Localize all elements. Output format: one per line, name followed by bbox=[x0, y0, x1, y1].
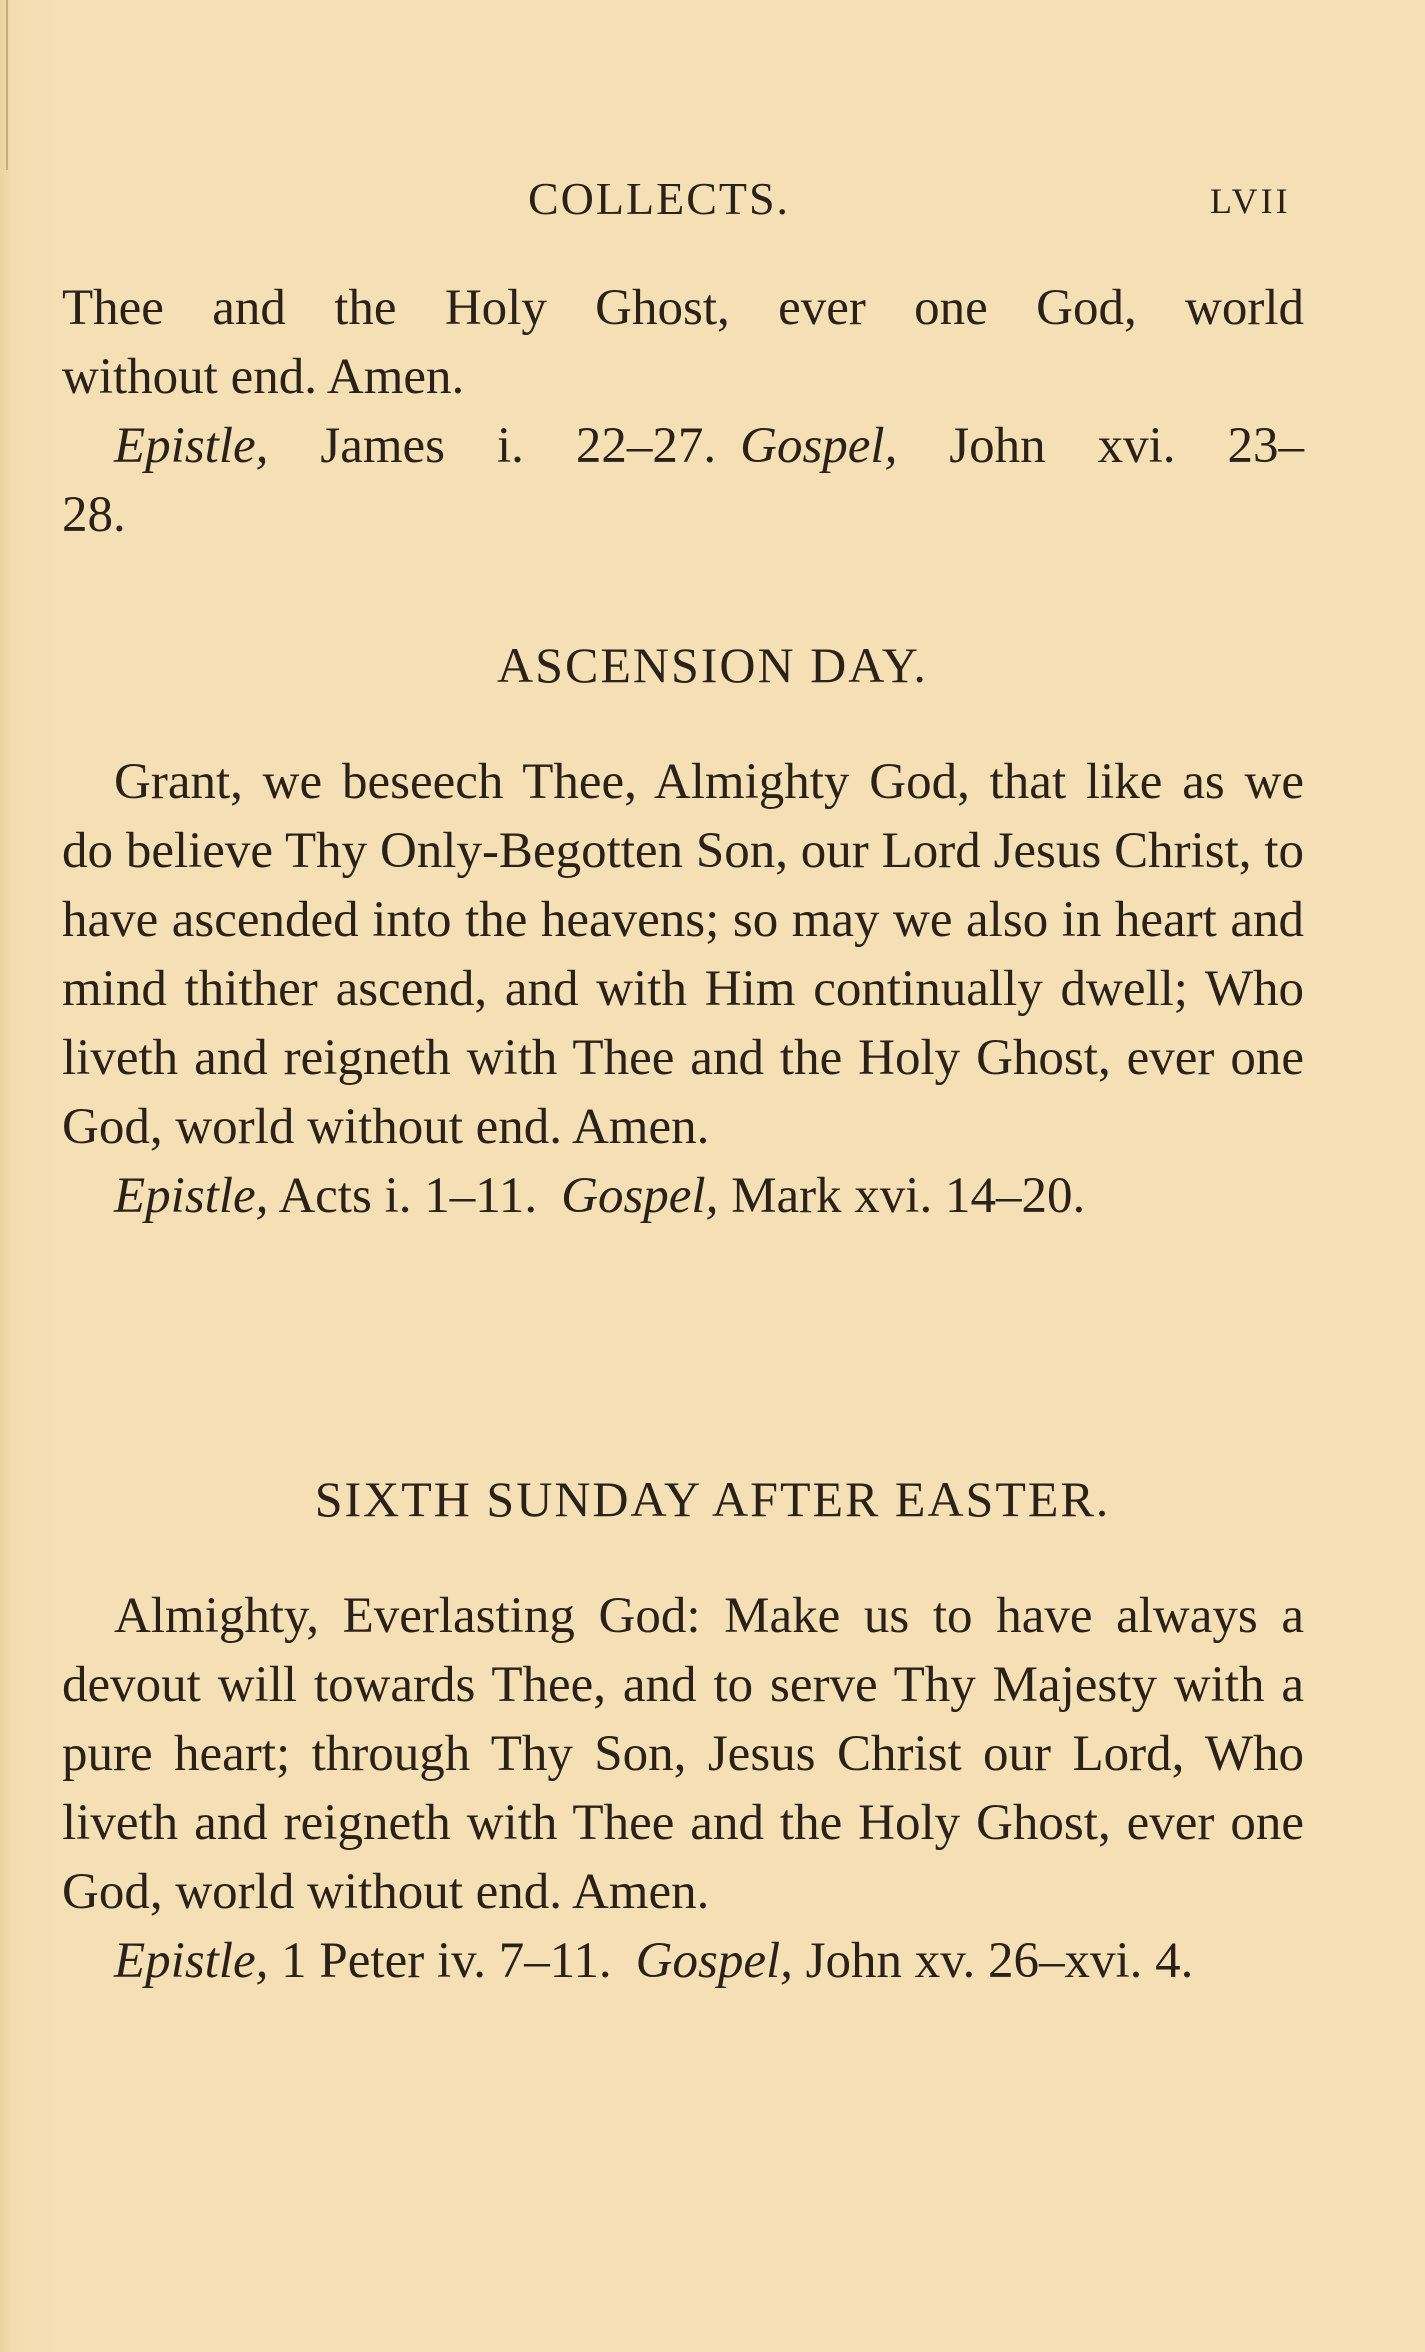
running-head bbox=[0, 172, 1425, 232]
collect-continuation-line: Thee and the Holy Ghost, ever one God, world bbox=[62, 280, 1304, 336]
epistle-reference: 1 Peter iv. 7–11. bbox=[268, 1933, 612, 1989]
epistle-label: Epistle, bbox=[114, 418, 269, 474]
gospel-reference: Mark xvi. 14–20. bbox=[718, 1168, 1086, 1224]
lesson-references bbox=[62, 1162, 1304, 1231]
running-title: COLLECTS. bbox=[528, 173, 791, 224]
collect-text: Almighty, Everlasting God: Make us to have always a devout will towards Thee, and to serve Thy Majesty with a pure heart; through Thy Son, Jesus Christ our Lord, Who liveth and reigneth with Thee and the Holy Ghost, ever one God, world without end. Amen. bbox=[62, 1588, 1304, 1920]
epistle-label: Epistle, bbox=[114, 1933, 269, 1989]
page-number: LVII bbox=[1210, 181, 1291, 221]
section-sixth-sunday bbox=[62, 1582, 1304, 1996]
gospel-reference: John xv. 26–xvi. 4. bbox=[792, 1933, 1194, 1989]
epistle-label: Epistle, bbox=[114, 1168, 269, 1224]
lesson-references bbox=[62, 412, 1304, 481]
section-ascension bbox=[62, 748, 1304, 1231]
collect-continuation-line: without end. Amen. bbox=[62, 349, 465, 405]
gospel-label: Gospel, bbox=[740, 418, 898, 474]
section-top bbox=[62, 274, 1304, 550]
gospel-label: Gospel, bbox=[635, 1933, 793, 1989]
gospel-label: Gospel, bbox=[561, 1168, 719, 1224]
collect-text: Grant, we beseech Thee, Almighty God, that like as we do believe Thy Only-Begotten Son, our Lord Jesus Christ, to have ascended into the heavens; so may we also in heart and mind thither ascend, and with Him continually dwell; Who liveth and reigneth with Thee and the Holy Ghost, ever one God, world without end. Amen. bbox=[62, 754, 1304, 1155]
heading-sixth-sunday-after-easter: SIXTH SUNDAY AFTER EASTER. bbox=[314, 1471, 1111, 1527]
epistle-reference: Acts i. 1–11. bbox=[268, 1168, 538, 1224]
heading-ascension-day: ASCENSION DAY. bbox=[497, 637, 928, 693]
epistle-reference: James i. 22–27. bbox=[268, 418, 717, 474]
gospel-reference: John xvi. 23– bbox=[897, 418, 1304, 474]
page-binding-edge bbox=[6, 0, 8, 170]
gospel-reference-continued: 28. bbox=[62, 487, 126, 543]
lesson-references bbox=[62, 1927, 1304, 1996]
